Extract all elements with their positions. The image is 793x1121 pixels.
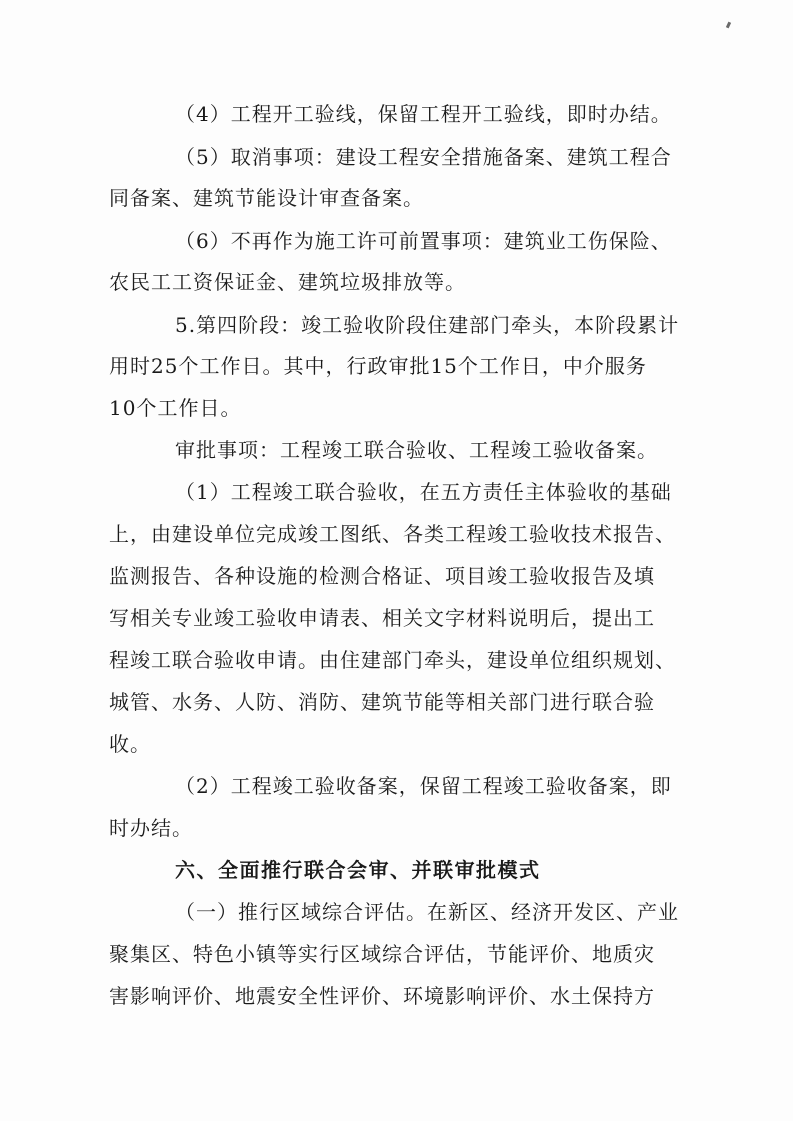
paragraph-line: 监测报告、各种设施的检测合格证、项目竣工验收报告及填 — [109, 564, 655, 588]
paragraph-line: 上，由建设单位完成竣工图纸、各类工程竣工验收技术报告、 — [109, 522, 676, 546]
paragraph-line: 写相关专业竣工验收申请表、相关文字材料说明后，提出工 — [109, 606, 655, 630]
paragraph-line: （4）工程开工验线，保留工程开工验线，即时办结。 — [175, 102, 672, 126]
section-heading: 六、全面推行联合会审、并联审批模式 — [175, 858, 541, 882]
paragraph-line: 害影响评价、地震安全性评价、环境影响评价、水土保持方 — [109, 984, 655, 1008]
paragraph-line: 农民工工资保证金、建筑垃圾排放等。 — [109, 270, 466, 294]
paragraph-line: （2）工程竣工验收备案，保留工程竣工验收备案，即 — [175, 774, 672, 798]
paragraph-line: 聚集区、特色小镇等实行区域综合评估，节能评价、地质灾 — [109, 942, 655, 966]
scan-mark — [726, 22, 731, 29]
paragraph-line: 程竣工联合验收申请。由住建部门牵头，建设单位组织规划、 — [109, 648, 676, 672]
paragraph-line: 审批事项：工程竣工联合验收、工程竣工验收备案。 — [175, 438, 658, 462]
paragraph-line: （1）工程竣工联合验收，在五方责任主体验收的基础 — [175, 480, 672, 504]
paragraph-line: 10个工作日。 — [109, 396, 242, 420]
paragraph-line: 5.第四阶段：竣工验收阶段住建部门牵头，本阶段累计 — [175, 313, 680, 337]
paragraph-line: 同备案、建筑节能设计审查备案。 — [109, 186, 424, 210]
paragraph-line: 城管、水务、人防、消防、建筑节能等相关部门进行联合验 — [109, 690, 655, 714]
paragraph-line: 时办结。 — [109, 816, 193, 840]
paragraph-line: （一）推行区域综合评估。在新区、经济开发区、产业 — [175, 900, 679, 924]
paragraph-line: 用时25个工作日。其中，行政审批15个工作日，中介服务 — [109, 354, 647, 378]
paragraph-line: 收。 — [109, 732, 151, 756]
paragraph-line: （5）取消事项：建设工程安全措施备案、建筑工程合 — [175, 145, 672, 169]
paragraph-line: （6）不再作为施工许可前置事项：建筑业工伤保险、 — [175, 229, 672, 253]
